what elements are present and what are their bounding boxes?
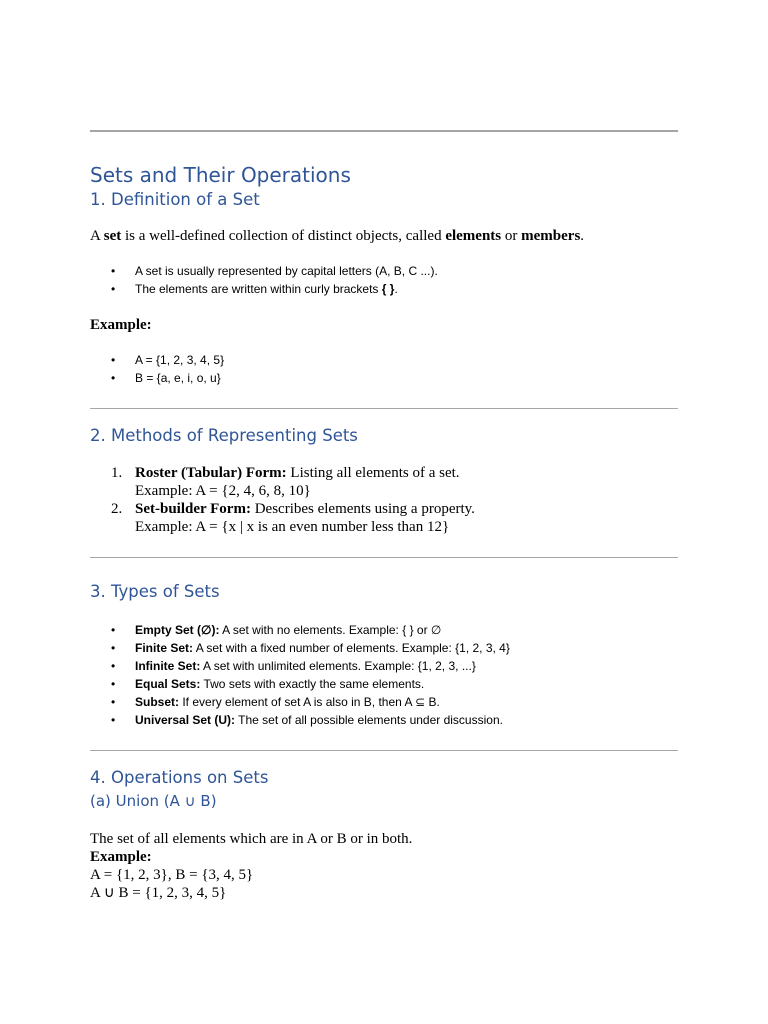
- document-title: Sets and Their Operations: [90, 163, 351, 187]
- list-item: • Universal Set (U): The set of all possible elements under discussion.: [90, 711, 678, 729]
- set-notation-list: [90, 262, 678, 298]
- set-types-list: [90, 621, 678, 729]
- list-item: • A = {1, 2, 3, 4, 5}: [90, 351, 678, 369]
- list-item: • Infinite Set: A set with unlimited elements. Example: {1, 2, 3, ...}: [90, 657, 678, 675]
- list-item: • B = {a, e, i, o, u}: [90, 369, 678, 387]
- list-number: 1.: [111, 465, 123, 481]
- section-divider: [90, 408, 678, 409]
- header-rule: [90, 130, 678, 132]
- section-2-heading: 2. Methods of Representing Sets: [90, 426, 358, 445]
- list-item: • Empty Set (∅): A set with no elements. Example: { } or ∅: [90, 621, 678, 639]
- section-divider: [90, 557, 678, 558]
- union-description: The set of all elements which are in A or B or in both.: [90, 831, 413, 847]
- example-label: Example:: [90, 849, 152, 865]
- list-item: • The elements are written within curly brackets { }.: [90, 280, 678, 298]
- list-item: 1. Roster (Tabular) Form: Listing all elements of a set. Example: A = {2, 4, 6, 8, 10}: [111, 465, 460, 499]
- list-item: • Finite Set: A set with a fixed number of elements. Example: {1, 2, 3, 4}: [90, 639, 678, 657]
- section-divider: [90, 750, 678, 751]
- document-body: [90, 162, 678, 902]
- list-number: 2.: [111, 501, 123, 517]
- section-1-heading: 1. Definition of a Set: [90, 190, 260, 209]
- union-example-sets: A = {1, 2, 3}, B = {3, 4, 5}: [90, 867, 254, 883]
- list-item: • Subset: If every element of set A is also in B, then A ⊆ B.: [90, 693, 678, 711]
- list-item: 2. Set-builder Form: Describes elements using a property. Example: A = {x | x is an even number less than 12}: [111, 501, 475, 535]
- representation-methods-list: [90, 464, 678, 536]
- example-list: [90, 351, 678, 387]
- union-example-result: A ∪ B = {1, 2, 3, 4, 5}: [90, 885, 227, 901]
- section-3-heading: 3. Types of Sets: [90, 582, 220, 601]
- example-label: Example:: [90, 317, 152, 333]
- list-item: • Equal Sets: Two sets with exactly the same elements.: [90, 675, 678, 693]
- set-definition-paragraph: A set is a well-defined collection of distinct objects, called elements or members.: [90, 228, 585, 244]
- list-item: • A set is usually represented by capital letters (A, B, C ...).: [90, 262, 678, 280]
- union-subheading: (a) Union (A ∪ B): [90, 792, 217, 810]
- section-4-heading: 4. Operations on Sets: [90, 768, 269, 787]
